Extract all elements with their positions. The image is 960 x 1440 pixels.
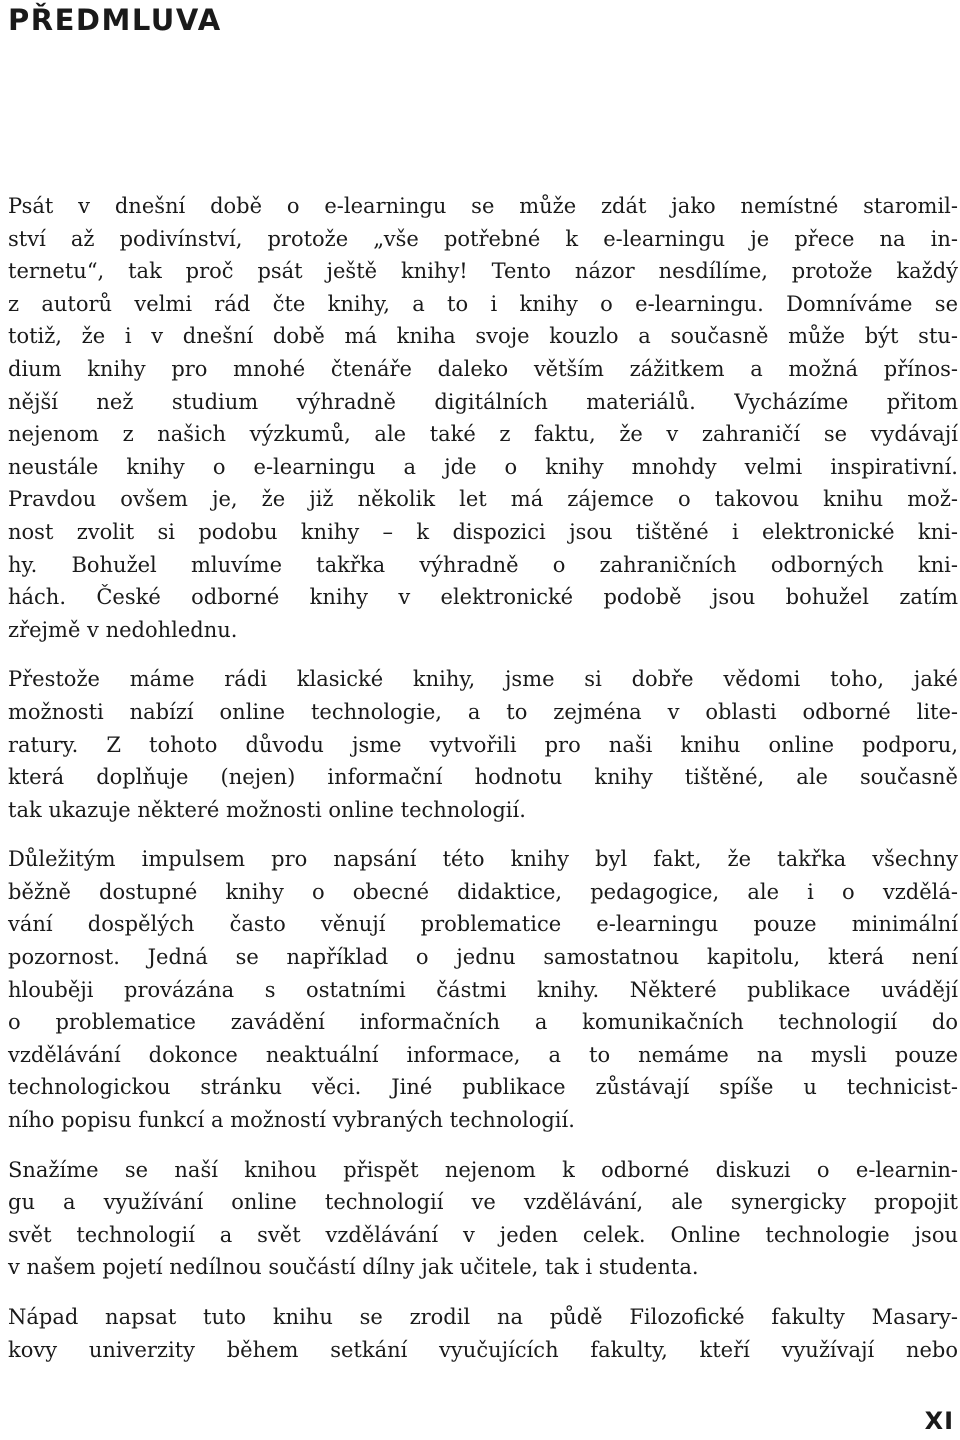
text-line: pozornost. Jedná se například o jednu samostatnou kapitolu, která není bbox=[8, 945, 958, 970]
text-line: totiž, že i v dnešní době má kniha svoje kouzlo a současně může být stu- bbox=[8, 324, 958, 349]
paragraph bbox=[8, 1154, 958, 1284]
page-number: XI bbox=[924, 1407, 954, 1435]
text-line: v našem pojetí nedílnou součástí dílny jak učitele, tak i studenta. bbox=[8, 1255, 699, 1280]
paragraph bbox=[8, 190, 958, 646]
text-line: hlouběji provázána s ostatními částmi knihy. Některé publikace uvádějí bbox=[8, 977, 958, 1002]
text-line: ratury. Z tohoto důvodu jsme vytvořili pro naši knihu online podporu, bbox=[8, 732, 958, 757]
text-line: ství až podivínství, protože „vše potřebné k e-learningu je přece na in- bbox=[8, 226, 958, 251]
text-line: neustále knihy o e-learningu a jde o knihy mnohdy velmi inspirativní. bbox=[8, 454, 958, 479]
text-line: ternetu“, tak proč psát ještě knihy! Tento názor nesdílíme, protože každý bbox=[8, 259, 958, 284]
text-line: tak ukazuje některé možnosti online technologií. bbox=[8, 797, 526, 822]
text-line: nost zvolit si podobu knihy – k dispozici jsou tištěné i elektronické kni- bbox=[8, 519, 958, 544]
body-text bbox=[8, 190, 958, 1383]
text-line: Pravdou ovšem je, že již několik let má zájemce o takovou knihu mož- bbox=[8, 487, 958, 512]
text-line: vzdělávání dokonce neaktuální informace, a to nemáme na mysli pouze bbox=[8, 1042, 958, 1067]
text-line: Důležitým impulsem pro napsání této knihy byl fakt, že takřka všechny bbox=[8, 847, 958, 872]
text-line: kovy univerzity během setkání vyučujících fakulty, kteří využívají nebo bbox=[8, 1337, 958, 1362]
text-line: z autorů velmi rád čte knihy, a to i knihy o e-learningu. Domníváme se bbox=[8, 291, 958, 316]
text-line: možnosti nabízí online technologie, a to zejména v oblasti odborné lite- bbox=[8, 699, 958, 724]
paragraph bbox=[8, 1301, 958, 1366]
text-line: vání dospělých často věnují problematice e-learningu pouze minimální bbox=[8, 912, 958, 937]
text-line: svět technologií a svět vzdělávání v jeden celek. Online technologie jsou bbox=[8, 1222, 958, 1247]
text-line: Psát v dnešní době o e-learningu se může zdát jako nemístné staromil- bbox=[8, 194, 958, 218]
text-line: nější než studium výhradně digitálních materiálů. Vycházíme přitom bbox=[8, 389, 958, 414]
text-line: běžně dostupné knihy o obecné didaktice, pedagogice, ale i o vzdělá- bbox=[8, 879, 958, 904]
text-line: hách. České odborné knihy v elektronické podobě jsou bohužel zatím bbox=[8, 585, 958, 610]
text-line: hy. Bohužel mluvíme takřka výhradně o zahraničních odborných kni- bbox=[8, 552, 958, 577]
paragraph bbox=[8, 843, 958, 1136]
text-line: dium knihy pro mnohé čtenáře daleko větším zážitkem a možná přínos- bbox=[8, 356, 958, 381]
text-line: technologickou stránku věci. Jiné publikace zůstávají spíše u technicist- bbox=[8, 1075, 958, 1100]
text-line: Přestože máme rádi klasické knihy, jsme si dobře vědomi toho, jaké bbox=[8, 667, 958, 692]
text-line: Nápad napsat tuto knihu se zrodil na půdě Filozofické fakulty Masary- bbox=[8, 1305, 958, 1329]
text-line: která doplňuje (nejen) informační hodnotu knihy tištěné, ale současně bbox=[8, 765, 958, 790]
text-line: gu a využívání online technologií ve vzdělávání, ale synergicky propojit bbox=[8, 1190, 958, 1215]
paragraph bbox=[8, 663, 958, 826]
text-line: nejenom z našich výzkumů, ale také z faktu, že v zahraničí se vydávají bbox=[8, 422, 958, 447]
text-line: ního popisu funkcí a možností vybraných technologií. bbox=[8, 1108, 575, 1133]
chapter-heading: PŘEDMLUVA bbox=[8, 3, 222, 37]
text-line: Snažíme se naší knihou přispět nejenom k odborné diskuzi o e-learnin- bbox=[8, 1157, 958, 1182]
text-line: o problematice zavádění informačních a komunikačních technologií do bbox=[8, 1010, 958, 1035]
text-line: zřejmě v nedohlednu. bbox=[8, 617, 238, 642]
